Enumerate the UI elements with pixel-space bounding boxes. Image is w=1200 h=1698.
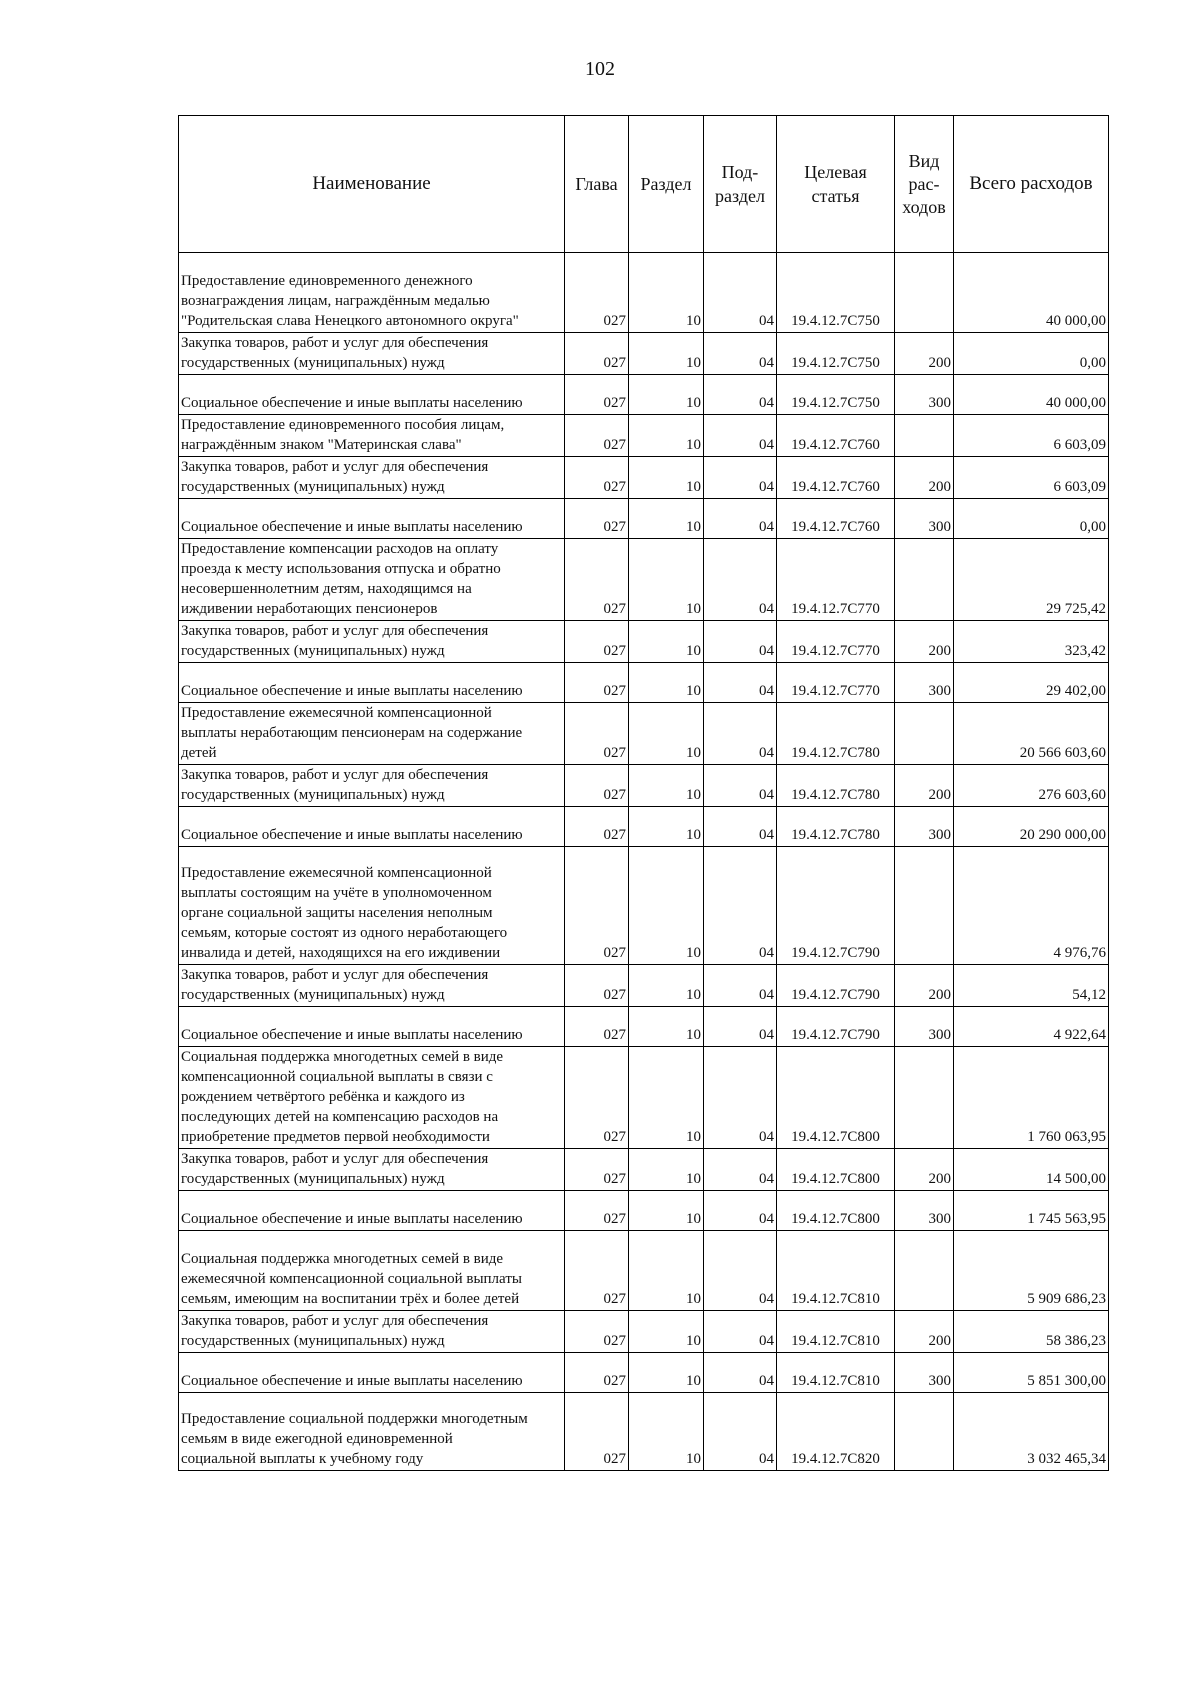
header-type-line3: ходов [902, 196, 946, 217]
row-chapter: 027 [565, 1393, 629, 1471]
row-name: Предоставление социальной поддержки многодетным семьям в виде ежегодной единовременной социальной выплаты к учебному году [179, 1393, 565, 1471]
row-target-article: 19.4.12.7С790 [777, 847, 895, 965]
row-name: Социальное обеспечение и иные выплаты населению [179, 807, 565, 847]
row-target-article: 19.4.12.7С760 [777, 457, 895, 499]
row-expense-type: 300 [895, 807, 954, 847]
row-target-article: 19.4.12.7С770 [777, 621, 895, 663]
header-chapter: Глава [565, 116, 629, 253]
row-expense-type: 200 [895, 621, 954, 663]
row-section: 10 [629, 703, 704, 765]
row-target-article: 19.4.12.7С780 [777, 765, 895, 807]
row-section: 10 [629, 375, 704, 415]
table-row [179, 847, 1109, 965]
row-target-article: 19.4.12.7С810 [777, 1231, 895, 1311]
row-total: 1 745 563,95 [954, 1191, 1109, 1231]
row-name: Предоставление компенсации расходов на оплату проезда к месту использования отпуска и обратно несовершеннолетним детям, находящимся на иждивении неработающих пенсионеров [179, 539, 565, 621]
table-row [179, 1149, 1109, 1191]
row-section: 10 [629, 1149, 704, 1191]
header-type-line2: рас- [908, 173, 940, 194]
row-chapter: 027 [565, 965, 629, 1007]
row-section: 10 [629, 1047, 704, 1149]
row-total: 0,00 [954, 333, 1109, 375]
table-row [179, 621, 1109, 663]
row-expense-type [895, 1047, 954, 1149]
row-expense-type [895, 703, 954, 765]
row-chapter: 027 [565, 1311, 629, 1353]
header-target [777, 116, 895, 253]
row-total: 3 032 465,34 [954, 1393, 1109, 1471]
row-chapter: 027 [565, 1047, 629, 1149]
row-chapter: 027 [565, 375, 629, 415]
table-row [179, 499, 1109, 539]
row-name: Предоставление ежемесячной компенсационной выплаты неработающим пенсионерам на содержание детей [179, 703, 565, 765]
row-expense-type: 200 [895, 457, 954, 499]
row-subsection: 04 [704, 1149, 777, 1191]
row-section: 10 [629, 333, 704, 375]
row-section: 10 [629, 1191, 704, 1231]
table-row [179, 375, 1109, 415]
row-expense-type [895, 847, 954, 965]
budget-table [178, 115, 1109, 1471]
table-row [179, 333, 1109, 375]
row-name: Социальное обеспечение и иные выплаты населению [179, 375, 565, 415]
row-expense-type [895, 539, 954, 621]
row-expense-type: 300 [895, 1191, 954, 1231]
row-name: Социальное обеспечение и иные выплаты населению [179, 499, 565, 539]
row-chapter: 027 [565, 415, 629, 457]
row-target-article: 19.4.12.7С800 [777, 1191, 895, 1231]
row-expense-type: 300 [895, 1007, 954, 1047]
row-subsection: 04 [704, 1191, 777, 1231]
row-subsection: 04 [704, 663, 777, 703]
row-section: 10 [629, 1311, 704, 1353]
row-subsection: 04 [704, 375, 777, 415]
header-type-line1: Вид [908, 150, 940, 171]
row-chapter: 027 [565, 1191, 629, 1231]
row-expense-type [895, 1393, 954, 1471]
row-total: 40 000,00 [954, 253, 1109, 333]
table-row [179, 1393, 1109, 1471]
row-name: Социальное обеспечение и иные выплаты населению [179, 1007, 565, 1047]
row-target-article: 19.4.12.7С790 [777, 1007, 895, 1047]
row-chapter: 027 [565, 765, 629, 807]
row-section: 10 [629, 415, 704, 457]
row-chapter: 027 [565, 621, 629, 663]
row-section: 10 [629, 621, 704, 663]
row-name: Предоставление единовременного денежного вознаграждения лицам, награждённым медалью "Родительская слава Ненецкого автономного округа" [179, 253, 565, 333]
header-row [179, 116, 1109, 253]
row-name: Закупка товаров, работ и услуг для обеспечения государственных (муниципальных) нужд [179, 965, 565, 1007]
row-expense-type: 300 [895, 499, 954, 539]
row-total: 5 851 300,00 [954, 1353, 1109, 1393]
row-section: 10 [629, 1353, 704, 1393]
row-chapter: 027 [565, 333, 629, 375]
row-subsection: 04 [704, 333, 777, 375]
row-expense-type: 300 [895, 1353, 954, 1393]
row-target-article: 19.4.12.7С750 [777, 333, 895, 375]
row-target-article: 19.4.12.7С800 [777, 1047, 895, 1149]
row-name: Предоставление единовременного пособия лицам, награждённым знаком "Материнская слава" [179, 415, 565, 457]
row-subsection: 04 [704, 1007, 777, 1047]
row-subsection: 04 [704, 1311, 777, 1353]
row-total: 0,00 [954, 499, 1109, 539]
row-total: 54,12 [954, 965, 1109, 1007]
row-chapter: 027 [565, 253, 629, 333]
row-chapter: 027 [565, 807, 629, 847]
row-expense-type [895, 415, 954, 457]
header-expense-type [895, 116, 954, 253]
row-name: Предоставление ежемесячной компенсационной выплаты состоящим на учёте в уполномоченном органе социальной защиты населения неполным семьям, которые состоят из одного неработающего инвалида и детей, находящихся на его иждивении [179, 847, 565, 965]
row-name: Социальная поддержка многодетных семей в виде ежемесячной компенсационной социальной выплаты семьям, имеющим на воспитании трёх и более детей [179, 1231, 565, 1311]
row-name: Закупка товаров, работ и услуг для обеспечения государственных (муниципальных) нужд [179, 765, 565, 807]
table-row [179, 539, 1109, 621]
row-section: 10 [629, 457, 704, 499]
row-total: 20 566 603,60 [954, 703, 1109, 765]
table-row [179, 807, 1109, 847]
row-subsection: 04 [704, 499, 777, 539]
row-section: 10 [629, 1231, 704, 1311]
row-target-article: 19.4.12.7С770 [777, 663, 895, 703]
header-target-line2: статья [811, 186, 860, 206]
row-subsection: 04 [704, 1393, 777, 1471]
header-subsection [704, 116, 777, 253]
row-total: 1 760 063,95 [954, 1047, 1109, 1149]
row-total: 58 386,23 [954, 1311, 1109, 1353]
row-total: 4 976,76 [954, 847, 1109, 965]
row-subsection: 04 [704, 539, 777, 621]
row-expense-type: 200 [895, 1311, 954, 1353]
row-total: 4 922,64 [954, 1007, 1109, 1047]
table-row [179, 1191, 1109, 1231]
row-subsection: 04 [704, 1047, 777, 1149]
row-name: Социальное обеспечение и иные выплаты населению [179, 1353, 565, 1393]
header-total: Всего расходов [954, 116, 1109, 253]
table-row [179, 703, 1109, 765]
header-subsection-line2: раздел [715, 186, 765, 206]
row-expense-type: 200 [895, 965, 954, 1007]
row-section: 10 [629, 965, 704, 1007]
table-row [179, 1047, 1109, 1149]
row-name: Социальное обеспечение и иные выплаты населению [179, 1191, 565, 1231]
header-name: Наименование [179, 116, 565, 253]
row-chapter: 027 [565, 663, 629, 703]
table-row [179, 663, 1109, 703]
table-body [179, 253, 1109, 1471]
row-total: 323,42 [954, 621, 1109, 663]
row-subsection: 04 [704, 807, 777, 847]
row-subsection: 04 [704, 1353, 777, 1393]
table-row [179, 765, 1109, 807]
row-chapter: 027 [565, 1353, 629, 1393]
row-total: 29 725,42 [954, 539, 1109, 621]
row-target-article: 19.4.12.7С790 [777, 965, 895, 1007]
row-expense-type [895, 1231, 954, 1311]
row-expense-type [895, 253, 954, 333]
row-section: 10 [629, 499, 704, 539]
row-target-article: 19.4.12.7С820 [777, 1393, 895, 1471]
row-subsection: 04 [704, 765, 777, 807]
row-section: 10 [629, 1007, 704, 1047]
row-chapter: 027 [565, 1149, 629, 1191]
row-total: 276 603,60 [954, 765, 1109, 807]
row-name: Закупка товаров, работ и услуг для обеспечения государственных (муниципальных) нужд [179, 1149, 565, 1191]
page-number: 102 [585, 58, 615, 80]
row-total: 14 500,00 [954, 1149, 1109, 1191]
row-section: 10 [629, 253, 704, 333]
row-chapter: 027 [565, 539, 629, 621]
header-subsection-line1: Под- [721, 162, 759, 182]
row-target-article: 19.4.12.7С760 [777, 415, 895, 457]
row-target-article: 19.4.12.7С810 [777, 1353, 895, 1393]
table-row [179, 1231, 1109, 1311]
row-name: Социальная поддержка многодетных семей в виде компенсационной социальной выплаты в связи с рождением четвёртого ребёнка и каждого из последующих детей на компенсацию расходов на приобретение предметов первой необходимости [179, 1047, 565, 1149]
row-section: 10 [629, 663, 704, 703]
row-expense-type: 200 [895, 333, 954, 375]
row-chapter: 027 [565, 457, 629, 499]
row-section: 10 [629, 539, 704, 621]
row-subsection: 04 [704, 621, 777, 663]
row-target-article: 19.4.12.7С750 [777, 253, 895, 333]
row-subsection: 04 [704, 253, 777, 333]
row-target-article: 19.4.12.7С810 [777, 1311, 895, 1353]
row-chapter: 027 [565, 499, 629, 539]
row-name: Закупка товаров, работ и услуг для обеспечения государственных (муниципальных) нужд [179, 1311, 565, 1353]
row-expense-type: 200 [895, 1149, 954, 1191]
row-name: Закупка товаров, работ и услуг для обеспечения государственных (муниципальных) нужд [179, 621, 565, 663]
table-row [179, 457, 1109, 499]
row-total: 20 290 000,00 [954, 807, 1109, 847]
row-section: 10 [629, 807, 704, 847]
table-row [179, 1007, 1109, 1047]
header-target-line1: Целевая [804, 162, 867, 182]
row-subsection: 04 [704, 965, 777, 1007]
row-name: Закупка товаров, работ и услуг для обеспечения государственных (муниципальных) нужд [179, 333, 565, 375]
row-total: 29 402,00 [954, 663, 1109, 703]
table-row [179, 965, 1109, 1007]
row-total: 6 603,09 [954, 457, 1109, 499]
row-total: 40 000,00 [954, 375, 1109, 415]
row-chapter: 027 [565, 847, 629, 965]
row-expense-type: 300 [895, 375, 954, 415]
table-row [179, 1353, 1109, 1393]
row-chapter: 027 [565, 703, 629, 765]
row-section: 10 [629, 765, 704, 807]
row-section: 10 [629, 1393, 704, 1471]
table-row [179, 1311, 1109, 1353]
row-chapter: 027 [565, 1231, 629, 1311]
row-target-article: 19.4.12.7С760 [777, 499, 895, 539]
table-row [179, 253, 1109, 333]
row-subsection: 04 [704, 1231, 777, 1311]
row-target-article: 19.4.12.7С780 [777, 807, 895, 847]
row-expense-type: 200 [895, 765, 954, 807]
row-name: Закупка товаров, работ и услуг для обеспечения государственных (муниципальных) нужд [179, 457, 565, 499]
row-chapter: 027 [565, 1007, 629, 1047]
row-subsection: 04 [704, 457, 777, 499]
header-section: Раздел [629, 116, 704, 253]
row-target-article: 19.4.12.7С750 [777, 375, 895, 415]
row-target-article: 19.4.12.7С770 [777, 539, 895, 621]
row-expense-type: 300 [895, 663, 954, 703]
table-row [179, 415, 1109, 457]
row-target-article: 19.4.12.7С780 [777, 703, 895, 765]
row-subsection: 04 [704, 847, 777, 965]
row-target-article: 19.4.12.7С800 [777, 1149, 895, 1191]
row-total: 5 909 686,23 [954, 1231, 1109, 1311]
row-subsection: 04 [704, 415, 777, 457]
row-section: 10 [629, 847, 704, 965]
row-total: 6 603,09 [954, 415, 1109, 457]
row-subsection: 04 [704, 703, 777, 765]
row-name: Социальное обеспечение и иные выплаты населению [179, 663, 565, 703]
